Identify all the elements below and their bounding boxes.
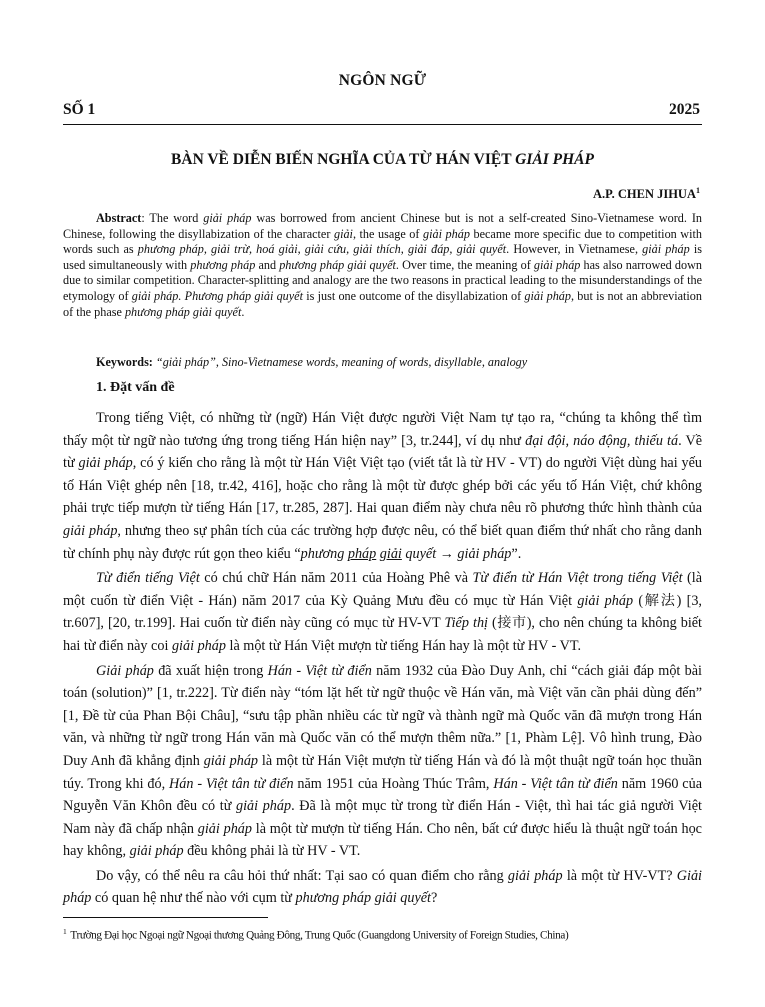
body-paragraph-2 bbox=[63, 567, 702, 657]
abstract-term: phương pháp giải quyết bbox=[124, 304, 242, 319]
footnote-rule bbox=[63, 917, 268, 918]
body-text: có chú chữ Hán năm 2011 của Hoàng Phê và bbox=[199, 570, 473, 587]
body-term: Hán - Việt tân từ điển bbox=[493, 775, 618, 792]
body-text: là một từ Hán Việt mượn từ tiếng Hán hay là một từ HV - VT. bbox=[225, 637, 582, 654]
body-term-underlined: giải bbox=[379, 545, 402, 562]
body-paragraph-4 bbox=[63, 865, 702, 910]
abstract-text: and bbox=[255, 257, 280, 272]
body-term: giải pháp bbox=[78, 455, 133, 472]
body-text: đều không phải là từ HV - VT. bbox=[183, 843, 361, 860]
issue-year: 2025 bbox=[669, 101, 700, 118]
header-rule bbox=[63, 124, 702, 125]
footnote bbox=[63, 927, 702, 942]
abstract-text: . bbox=[241, 304, 245, 319]
abstract-text: became more specific due to competition with words such as bbox=[63, 226, 702, 257]
body-text: . Về từ bbox=[63, 432, 703, 472]
abstract-text: . However, in Vietnamese, bbox=[506, 242, 643, 257]
body-text: Trong tiếng Việt, có những từ (ngữ) Hán Việt được người Việt Nam tự tạo ra, “chúng ta không thể tìm thấy một từ ngữ nào tương ứng trong tiếng Hán hiện nay” [3, tr.244], ví dụ như bbox=[63, 410, 702, 449]
article-title bbox=[63, 151, 702, 169]
issue-row bbox=[63, 101, 702, 121]
body-text: ”. bbox=[511, 545, 522, 562]
issue-number: SỐ 1 bbox=[63, 101, 96, 118]
body-text: đã xuất hiện trong bbox=[153, 662, 268, 679]
body-term: Hán - Việt từ điển bbox=[267, 662, 372, 679]
body-text: năm 1932 của Đào Duy Anh, chỉ “cách giải đáp một bài toán (solution)” [1, tr.222]. Từ điển này “tóm lặt hết từ ngữ thuộc về Hán văn, mà Việt văn cần phải dùng đến” [1, Đề từ của Phan Bội Châu], “sưu tập phần nhiều các từ ngữ và thành ngữ mà Quốc văn đã mượn trong Hán văn, và những từ ngữ trong Hán văn mà Quốc văn có thể mượn thêm nữa.” [1, Phàm Lệ]. Vô hình trung, Đào Duy Anh đã khẳng định bbox=[63, 662, 702, 769]
body-text: là một từ Hán Việt mượn từ tiếng Hán và đó là một thuật ngữ toán học thuần túy. Trong khi đó, bbox=[63, 752, 702, 792]
body-text: (解法) [3, tr.607], [20, tr.199]. Hai cuốn từ điển này cũng có mục từ HV-VT bbox=[63, 592, 702, 632]
body-term: Tiếp thị bbox=[444, 615, 488, 632]
body-term: giải pháp bbox=[507, 867, 563, 884]
title-italic: GIẢI PHÁP bbox=[515, 151, 594, 168]
body-term: giải pháp bbox=[203, 752, 259, 769]
abstract-text: : The word bbox=[141, 211, 204, 225]
body-text: ? bbox=[431, 890, 438, 907]
body-text: . Đã là một mục từ trong từ điển Hán - Việt, thì hai tác giả người Việt Nam này đã chấp nhận bbox=[63, 798, 702, 837]
section-heading: 1. Đặt vấn đề bbox=[96, 380, 175, 395]
abstract-text: , but is not an abbreviation of the phase bbox=[63, 288, 702, 319]
footnote-text: Trường Đại học Ngoại ngữ Ngoại thương Quảng Đông, Trung Quốc (Guangdong University of Foreign Studies, China) bbox=[70, 929, 569, 942]
body-paragraph-3 bbox=[63, 660, 702, 863]
body-term: giải pháp bbox=[171, 637, 226, 654]
abstract-text: was borrowed from ancient Chinese but is not a self-created Sino-Vietnamese word. In Chinese, following the disyllabization of the character bbox=[63, 211, 702, 241]
body-term: giải pháp bbox=[197, 820, 252, 837]
article-body bbox=[63, 407, 702, 912]
body-text: năm 1960 của Nguyễn Văn Khôn đều có từ bbox=[63, 775, 702, 815]
keywords-line bbox=[96, 355, 702, 370]
abstract-text: . Over time, the meaning of bbox=[395, 257, 534, 272]
abstract-term: giải pháp. Phương pháp giải quyết bbox=[131, 288, 303, 303]
author-text: A.P. CHEN JIHUA bbox=[592, 187, 696, 202]
abstract-term: phương pháp, giải trừ, hoá giải, giải cứu, giải thích, giải đáp, giải quyết bbox=[137, 242, 507, 257]
body-term: giải pháp bbox=[236, 798, 292, 815]
body-term: giải pháp bbox=[63, 522, 118, 539]
body-text: năm 1951 của Hoàng Thúc Trâm, bbox=[293, 775, 494, 792]
body-term: đại đội, náo động, thiếu tá bbox=[525, 432, 679, 449]
abstract-term: giải pháp bbox=[642, 242, 690, 257]
body-text: (là một cuốn từ điển Việt - Hán) năm 2017 của Kỳ Quảng Mưu đều có mục từ Hán Việt bbox=[63, 570, 702, 609]
author-name bbox=[593, 186, 700, 202]
body-term: giải pháp bbox=[129, 843, 184, 860]
abstract-term: giải bbox=[333, 226, 353, 241]
body-text: là một từ mượn từ tiếng Hán. Cho nên, bất cứ được hiểu là thuật ngữ toán học hay không, bbox=[63, 820, 702, 860]
body-term-underlined: pháp bbox=[347, 545, 377, 562]
body-term: Giải pháp bbox=[96, 662, 154, 679]
abstract-block bbox=[63, 211, 702, 320]
title-main: BÀN VỀ DIỄN BIẾN NGHĨA CỦA TỪ HÁN VIỆT bbox=[171, 151, 516, 168]
abstract-text: is just one outcome of the disyllabization of bbox=[302, 288, 525, 303]
abstract-text: has also narrowed down due to similar competition. Character-splitting and analogy are the two reasons in practical leading to the misunderstandings of the etymology of bbox=[63, 257, 702, 303]
abstract-term: giải pháp bbox=[423, 226, 470, 241]
body-term: Giải pháp bbox=[63, 867, 702, 907]
body-term: Từ điển từ Hán Việt trong tiếng Việt bbox=[472, 570, 683, 587]
body-term: giải pháp bbox=[577, 592, 634, 609]
body-term: phương pháp giải quyết bbox=[295, 890, 431, 907]
body-text: Do vậy, có thể nêu ra câu hỏi thứ nhất: Tại sao có quan điểm cho rằng bbox=[96, 867, 508, 884]
author-note-mark: 1 bbox=[696, 186, 700, 195]
abstract-term: phương pháp giải quyết bbox=[279, 257, 396, 272]
journal-name: NGÔN NGỮ bbox=[338, 72, 427, 89]
body-paragraph-1 bbox=[63, 407, 702, 565]
body-text: là một từ HV-VT? bbox=[562, 867, 677, 884]
abstract-term: giải pháp bbox=[533, 257, 581, 272]
keywords-text: “giải pháp”, Sino-Vietnamese words, meaning of words, disyllable, analogy bbox=[152, 355, 528, 369]
abstract-text: , the usage of bbox=[352, 226, 424, 241]
body-text: , có ý kiến cho rằng là một từ Hán Việt Việt tạo (viết tắt là từ HV - VT) do người Việt dùng hai yếu tố Hán Việt ghép nên [18, tr.42, 416], hoặc cho rằng là một từ được ghép bởi các yếu tố Hán Việt, chứ không phải trực tiếp mượn từ tiếng Hán [17, tr.285, 287]. Hai quan điểm này chưa nêu rõ phương thức hình thành của bbox=[63, 455, 702, 517]
abstract-term: phương pháp bbox=[190, 257, 256, 272]
body-text: có quan hệ như thế nào với cụm từ bbox=[91, 890, 296, 907]
footnote-mark: 1 bbox=[63, 927, 67, 936]
body-term: phương bbox=[300, 545, 348, 562]
body-term: Từ điển tiếng Việt bbox=[96, 570, 200, 587]
body-text: , nhưng theo sự phân tích của các trường hợp được nêu, có thể biết quan điểm thứ nhất cho rằng danh từ chính phụ này được rút gọn theo kiểu “ bbox=[63, 522, 702, 562]
abstract-term: giải pháp bbox=[203, 211, 252, 225]
body-term: quyết → giải pháp bbox=[401, 545, 512, 562]
abstract-text: is used simultaneously with bbox=[63, 242, 702, 272]
body-term: Hán - Việt tân từ điển bbox=[169, 775, 294, 792]
abstract-paragraph bbox=[63, 211, 702, 320]
body-text: (接市), cho nên chúng ta không biết hai từ điển này coi bbox=[63, 615, 703, 654]
abstract-term: giải pháp bbox=[524, 288, 571, 303]
abstract-label: Abstract bbox=[96, 211, 142, 225]
keywords-label: Keywords: bbox=[96, 355, 153, 369]
